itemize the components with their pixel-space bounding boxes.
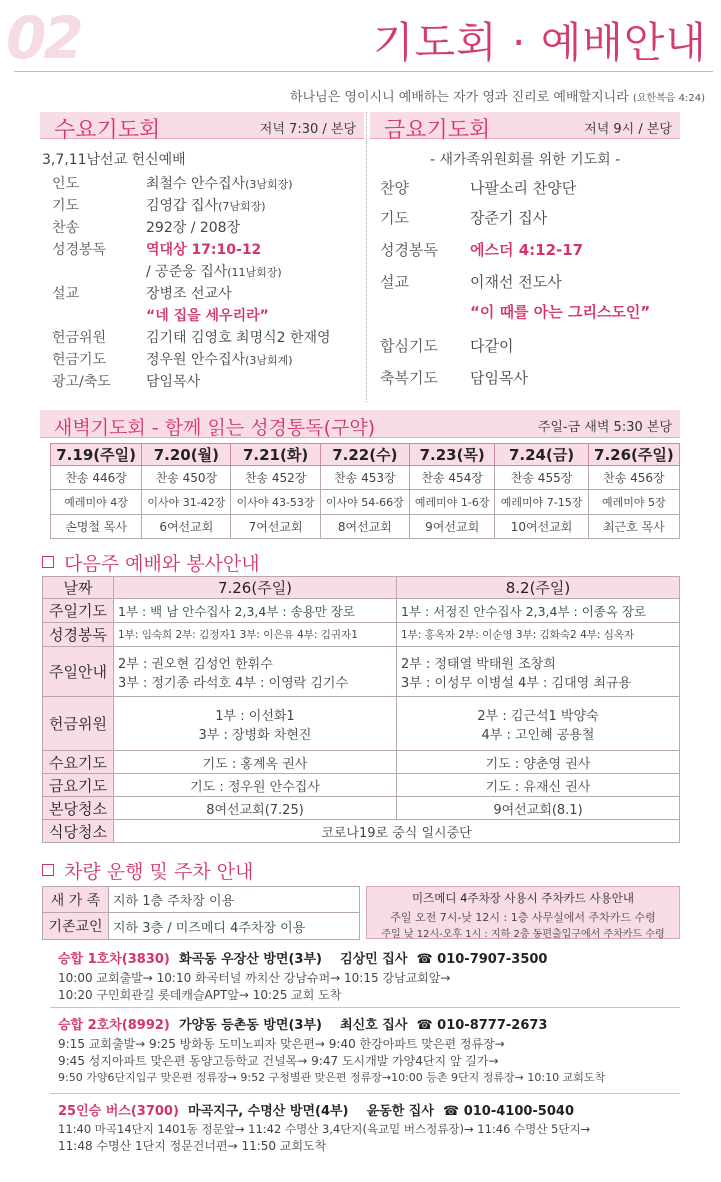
fri-reading: 에스더 4:12-17: [470, 241, 584, 259]
wed-sermon-title: “네 집을 세우리라”: [146, 308, 269, 324]
parking-card-notice: [366, 886, 680, 939]
sanctuary-cleaning-1: 8여선교회(7.25): [114, 797, 397, 820]
wed-prayer-label: 기도: [52, 198, 80, 214]
fri-prayer-assign-row: [43, 774, 680, 797]
sunday-prayer-2: 1부 : 서정진 안수집사 2,3,4부 : 이종옥 장로: [397, 599, 680, 623]
wed-offering: 김기태 김영호 최명식2 한재영: [146, 330, 331, 346]
wed-reader: / 공준웅 집사: [146, 264, 228, 280]
wed-invocation-label: 인도: [52, 176, 80, 192]
wed-invocation: 최철수 안수집사: [146, 176, 246, 192]
wed-notice-label: 광고/축도: [52, 374, 111, 390]
wednesday-header: [40, 112, 364, 143]
wed-offering-prayer-row: [52, 349, 293, 369]
dawn-hymn: 찬송 446장: [51, 466, 142, 490]
checkbox-square-icon: [42, 864, 54, 876]
usher-row: [43, 647, 680, 697]
usher-2b: 3부 : 이성무 이병설 4부 : 김대영 최규용: [401, 675, 632, 691]
wed-offering-prayer-label: 헌금기도: [52, 352, 107, 368]
member-label: 기존교인: [43, 913, 109, 940]
bus-2: [50, 1012, 680, 1094]
wednesday-note: 3,7,11남선교 헌신예배: [42, 152, 186, 168]
friday-header: [370, 112, 680, 143]
wed-reading-row: [52, 239, 262, 259]
wednesday-heading: 수요기도회: [54, 118, 161, 143]
fri-sermon-label: 설교: [380, 273, 409, 291]
usher-2a: 2부 : 정태열 박태원 조창희: [401, 656, 556, 672]
wed-offering-row: [52, 327, 331, 347]
offering-label: 헌금위원: [43, 697, 114, 751]
fri-prayer-assign-label: 금요기도: [43, 774, 114, 797]
offering-2: [397, 697, 680, 751]
dawn-day: 7.22(수): [320, 444, 409, 466]
dining-cleaning-label: 식당청소: [43, 820, 114, 843]
dawn-reading: 예레미야 7-15장: [495, 490, 588, 515]
title-divider: [14, 71, 713, 72]
newfam-row: [43, 887, 360, 913]
scripture-reading-1: 1부: 임숙희 2부: 김정자1 3부: 이은유 4부: 김귀자1: [114, 623, 397, 647]
wed-invocation-row: [52, 173, 293, 193]
wed-prayer-assign-1: 기도 : 홍계옥 권사: [114, 751, 397, 774]
dawn-leader: 8여선교회: [320, 515, 409, 539]
dawn-day: 7.23(목): [409, 444, 494, 466]
bus-1-line-1: 10:00 교회출발→ 10:10 화곡터널 까치산 강남슈퍼→ 10:15 강남교회앞→: [58, 971, 451, 985]
dawn-leader: 7여선교회: [231, 515, 320, 539]
usher-1a: 2부 : 권오현 김성언 한휘수: [118, 656, 273, 672]
scripture-reading-label: 성경봉독: [43, 623, 114, 647]
wed-hymn: 292장 / 208장: [146, 220, 241, 236]
bus-3-line-2: 11:48 수명산 1단지 정문건너편→ 11:50 교회도착: [58, 1139, 327, 1153]
fri-prayer-label: 기도: [380, 209, 409, 227]
bus-1-header: [58, 948, 680, 967]
bus-2-header: [58, 1014, 680, 1033]
dawn-header: [40, 410, 680, 438]
wed-hymn-label: 찬송: [52, 220, 80, 236]
bus-2-line-2: 9:45 성지아파트 맞은편 동양고등학교 건널목→ 9:47 도시개발 가양4단지 앞 길가→: [58, 1054, 499, 1068]
friday-note: - 새가족위원회를 위한 기도회 -: [430, 152, 621, 168]
service-table: [42, 576, 680, 843]
notice-line-2: 주일 낮 12시-오후 1시 : 지하 2층 동편출입구에서 주차카드 수령: [381, 929, 665, 940]
wed-reading2-row: [146, 261, 282, 281]
dawn-days-row: [51, 444, 680, 466]
usher-1b: 3부 : 정기종 라석호 4부 : 이영락 김기수: [118, 675, 349, 691]
dawn-leader: 9여선교회: [409, 515, 494, 539]
column-divider: [366, 112, 367, 402]
dawn-hymn: 찬송 452장: [231, 466, 320, 490]
dawn-readings-row: [51, 490, 680, 515]
sunday-prayer-1: 1부 : 백 남 안수집사 2,3,4부 : 송용만 장로: [114, 599, 397, 623]
parking-title: [42, 857, 253, 884]
scripture-verse: [290, 86, 705, 105]
offering-2a: 2부 : 김근석1 박양숙: [477, 708, 599, 724]
sanctuary-cleaning-label: 본당청소: [43, 797, 114, 820]
fri-sermon-row: [380, 271, 562, 292]
dawn-heading: 새벽기도회 - 함께 읽는 성경통독(구약): [54, 417, 376, 439]
bus-3-name: 25인승 버스(3700): [58, 1104, 179, 1119]
page-title: 기도회 · 예배안내: [372, 18, 707, 67]
fri-blessing: 담임목사: [470, 369, 528, 387]
usher-2: [397, 647, 680, 697]
fri-prayer-row: [380, 207, 548, 228]
bus-3-header: [58, 1100, 680, 1119]
dawn-day: 7.19(주일): [51, 444, 142, 466]
wed-reading-label: 성경봉독: [52, 242, 107, 258]
dawn-leader: 10여선교회: [495, 515, 588, 539]
fri-sermon-title: “이 때를 아는 그리스도인”: [470, 303, 651, 321]
bus-2-name: 승합 2호차(8992): [58, 1018, 170, 1033]
offering-row: [43, 697, 680, 751]
bus-2-route: 가양동 등촌동 방면(3부): [178, 1018, 322, 1033]
wed-notice-row: [52, 371, 201, 391]
wed-reader-sub: (11남회장): [227, 266, 282, 279]
date-label: 날짜: [43, 577, 114, 599]
fri-praise-label: 찬양: [380, 179, 409, 197]
friday-heading: 금요기도회: [384, 118, 491, 143]
checkbox-square-icon: [42, 556, 54, 568]
dawn-hymns-row: [51, 466, 680, 490]
fri-prayer: 장준기 집사: [470, 209, 548, 227]
next-week-title: [42, 549, 260, 576]
fri-praise: 나팔소리 찬양단: [470, 179, 577, 197]
usher-1: [114, 647, 397, 697]
dawn-reading: 예레미야 4장: [51, 490, 142, 515]
parking-heading: 차량 운행 및 주차 안내: [64, 861, 254, 883]
dawn-leader: 6여선교회: [142, 515, 231, 539]
wed-sermon-row: [52, 283, 232, 303]
bus-1-line-2: 10:20 구민회관길 롯데캐슬APT앞→ 10:25 교회 도착: [58, 988, 342, 1002]
scripture-reading-2: 1부: 홍옥자 2부: 이순영 3부: 김화숙2 4부: 심옥자: [397, 623, 680, 647]
date-2: 8.2(주일): [397, 577, 680, 599]
date-row: [43, 577, 680, 599]
sanctuary-cleaning-2: 9여선교회(8.1): [397, 797, 680, 820]
dawn-leader: 손명철 목사: [51, 515, 142, 539]
dawn-hymn: 찬송 453장: [320, 466, 409, 490]
fri-reading-row: [380, 239, 584, 260]
sanctuary-cleaning-row: [43, 797, 680, 820]
wed-offering-prayer-sub: (3남회계): [245, 354, 293, 367]
section-number: 02: [6, 4, 81, 72]
wed-hymn-row: [52, 217, 241, 237]
bus-1-phone: ☎ 010-7907-3500: [416, 952, 548, 967]
bus-2-line-1: 9:15 교회출발→ 9:25 방화동 도미노피자 맞은편→ 9:40 한강아파트 맞은편 정류장→: [58, 1037, 505, 1051]
offering-1a: 1부 : 이선화1: [215, 708, 295, 724]
fri-joint-prayer-label: 합심기도: [380, 337, 438, 355]
bus-1-name: 승합 1호차(3830): [58, 952, 170, 967]
dawn-reading: 예레미야 1-6장: [409, 490, 494, 515]
fri-praise-row: [380, 177, 577, 198]
dawn-leader: 최근호 목사: [588, 515, 679, 539]
member-parking: 지하 3층 / 미즈메디 4주차장 이용: [109, 913, 360, 940]
offering-1b: 3부 : 장병화 차현진: [198, 727, 312, 743]
wed-invocation-sub: (3남회장): [245, 178, 293, 191]
dining-cleaning-row: [43, 820, 680, 843]
fri-blessing-label: 축복기도: [380, 369, 438, 387]
fri-joint-prayer: 다같이: [470, 337, 514, 355]
scripture-reading-row: [43, 623, 680, 647]
dawn-day: 7.21(화): [231, 444, 320, 466]
dawn-reading: 이사야 31-42장: [142, 490, 231, 515]
bus-3-driver: 윤동한 집사: [366, 1104, 434, 1119]
wed-prayer-sub: (7남회장): [218, 200, 266, 213]
dawn-day: 7.26(주일): [588, 444, 679, 466]
dawn-leaders-row: [51, 515, 680, 539]
fri-prayer-assign-1: 기도 : 정우원 안수집사: [114, 774, 397, 797]
dawn-reading: 예레미야 5장: [588, 490, 679, 515]
dawn-time: 주일-금 새벽 5:30 본당: [537, 420, 672, 435]
fri-joint-prayer-row: [380, 335, 514, 356]
sunday-prayer-row: [43, 599, 680, 623]
wed-sermon-label: 설교: [52, 286, 80, 302]
notice-title: 미즈메디 4주차장 사용시 주차카드 사용안내: [412, 891, 634, 905]
bus-2-line-3: 9:50 가양6단지입구 맞은편 정류장→ 9:52 구청별관 맞은편 정류장→10:00 등촌 9단지 정류장→ 10:10 교회도착: [58, 1071, 606, 1084]
bus-1-driver: 김상민 집사: [340, 952, 408, 967]
dining-cleaning-note: 코로나19로 중식 일시중단: [114, 820, 680, 843]
newfam-parking: 지하 1층 주차장 이용: [109, 887, 360, 913]
newfam-label: 새 가 족: [43, 887, 109, 913]
dawn-reading: 이사야 43-53장: [231, 490, 320, 515]
wed-prayer-assign-row: [43, 751, 680, 774]
dawn-day: 7.24(금): [495, 444, 588, 466]
offering-2b: 4부 : 고인혜 공용철: [481, 727, 595, 743]
wed-sermon: 장병조 선교사: [146, 286, 232, 302]
friday-time: 저녁 9시 / 본당: [584, 122, 672, 137]
usher-label: 주일안내: [43, 647, 114, 697]
bus-2-driver: 최신호 집사: [340, 1018, 408, 1033]
wed-prayer-assign-label: 수요기도: [43, 751, 114, 774]
offering-1: [114, 697, 397, 751]
wed-prayer-assign-2: 기도 : 양춘영 권사: [397, 751, 680, 774]
bus-2-phone: ☎ 010-8777-2673: [416, 1018, 548, 1033]
dawn-hymn: 찬송 456장: [588, 466, 679, 490]
bus-1-route: 화곡동 우장산 방면(3부): [178, 952, 322, 967]
dawn-hymn: 찬송 455장: [495, 466, 588, 490]
fri-reading-label: 성경봉독: [380, 241, 438, 259]
verse-reference: (요한복음 4:24): [632, 93, 705, 104]
wed-offering-prayer: 정우원 안수집사: [146, 352, 246, 368]
member-row: [43, 913, 360, 940]
bus-1: [50, 944, 680, 1008]
wed-notice: 담임목사: [146, 374, 201, 390]
bus-3-route: 마곡지구, 수명산 방면(4부): [187, 1104, 349, 1119]
parking-table: [42, 886, 360, 940]
sunday-prayer-label: 주일기도: [43, 599, 114, 623]
date-1: 7.26(주일): [114, 577, 397, 599]
wed-offering-label: 헌금위원: [52, 330, 107, 346]
dawn-hymn: 찬송 454장: [409, 466, 494, 490]
wed-prayer-row: [52, 195, 266, 215]
wednesday-time: 저녁 7:30 / 본당: [259, 122, 356, 137]
dawn-reading-table: [50, 443, 680, 539]
fri-prayer-assign-2: 기도 : 유재신 권사: [397, 774, 680, 797]
dawn-reading: 이사야 54-66장: [320, 490, 409, 515]
notice-line-1: 주일 오전 7시-낮 12시 : 1층 사무실에서 주차카드 수령: [390, 911, 656, 924]
verse-text: 하나님은 영이시니 예배하는 자가 영과 진리로 예배할지니라: [290, 90, 629, 105]
dawn-day: 7.20(월): [142, 444, 231, 466]
wed-prayer: 김영갑 집사: [146, 198, 219, 214]
fri-blessing-row: [380, 367, 528, 388]
dawn-hymn: 찬송 450장: [142, 466, 231, 490]
bus-3: [50, 1098, 680, 1160]
next-week-heading: 다음주 예배와 봉사안내: [64, 553, 260, 575]
fri-sermon: 이재선 전도사: [470, 273, 562, 291]
bus-3-line-1: 11:40 마곡14단지 1401동 정문앞→ 11:42 수명산 3,4단지(육교밑 버스정류장)→ 11:46 수명산 5단지→: [58, 1122, 591, 1136]
bus-3-phone: ☎ 010-4100-5040: [442, 1104, 574, 1119]
wed-reading: 역대상 17:10-12: [146, 242, 262, 258]
